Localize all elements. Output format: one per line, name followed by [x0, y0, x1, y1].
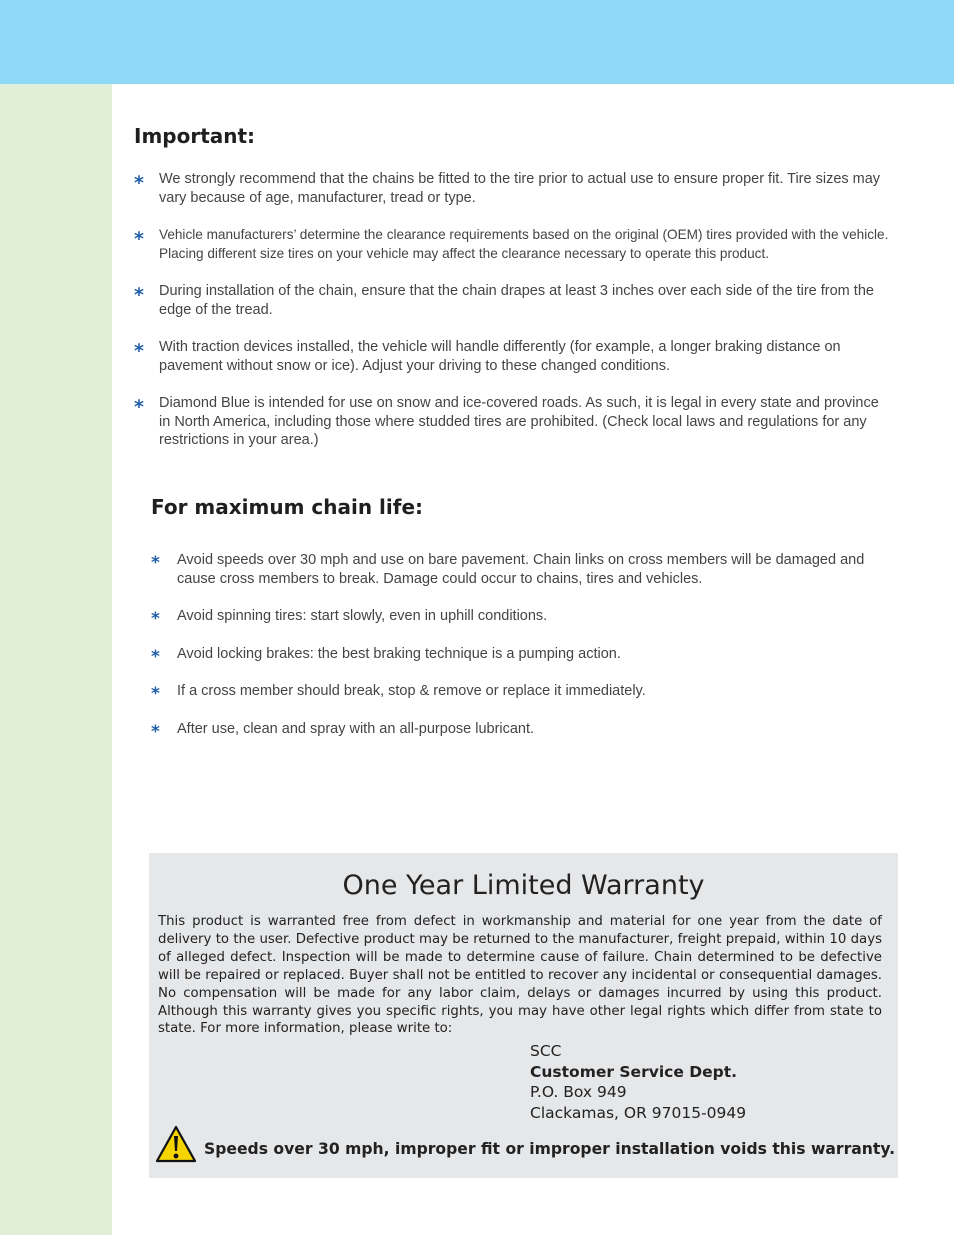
list-item — [151, 720, 891, 742]
bullet-asterisk-icon: * — [151, 553, 160, 573]
list-item — [134, 338, 894, 375]
list-item — [151, 645, 891, 667]
warranty-title: One Year Limited Warranty — [342, 870, 705, 901]
list-item — [134, 226, 894, 263]
bullet-asterisk-icon: * — [134, 340, 144, 362]
warranty-panel — [149, 853, 898, 1178]
address-company: SCC — [530, 1042, 562, 1060]
chain-life-heading: For maximum chain life: — [151, 495, 424, 519]
address-department: Customer Service Dept. — [530, 1062, 738, 1081]
warranty-warning: Speeds over 30 mph, improper fit or improper installation voids this warranty. — [204, 1140, 896, 1158]
bullet-asterisk-icon: * — [151, 684, 160, 704]
chain-life-list — [151, 551, 891, 742]
list-item — [134, 170, 894, 207]
list-item-text: During installation of the chain, ensure that the chain drapes at least 3 inches over each side of the tire from the edge of the tread. — [159, 283, 874, 318]
list-item — [151, 682, 891, 704]
bullet-asterisk-icon: * — [134, 396, 144, 418]
warning-triangle-icon — [155, 1125, 197, 1163]
bullet-asterisk-icon: * — [134, 172, 144, 194]
list-item — [151, 551, 891, 588]
bullet-asterisk-icon: * — [151, 646, 160, 667]
list-item-text: With traction devices installed, the vehicle will handle differently (for example, a longer braking distance on pavement without snow or ice). Adjust your driving to these changed conditions. — [159, 339, 841, 374]
list-item-text: If a cross member should break, stop & remove or replace it immediately. — [177, 683, 646, 699]
address-city: Clackamas, OR 97015-0949 — [530, 1104, 747, 1123]
list-item-text: Vehicle manufacturers’ determine the clearance requirements based on the original (OEM) tires provided with the vehicle. Placing different size tires on your vehicle may affect the clearance necessary to operate this product. — [159, 227, 889, 261]
list-item-text: After use, clean and spray with an all-purpose lubricant. — [177, 720, 535, 737]
list-item-text: Avoid speeds over 30 mph and use on bare pavement. Chain links on cross members will be damaged and cause cross members to break. Damage could occur to chains, tires and vehicles. — [177, 552, 865, 587]
top-color-band — [0, 0, 954, 84]
list-item-text: Diamond Blue is intended for use on snow and ice-covered roads. As such, it is legal in every state and province in North America, including those where studded tires are prohibited. (Check local laws and regulations for any restrictions in your area.) — [159, 395, 879, 448]
warranty-body: This product is warranted free from defect in workmanship and material for one year from the date of delivery to the user. Defective product may be returned to the manufacturer, freight prepaid, within 10 days of alleged defect. Inspection will be made to determine cause of failure. Chain determined to be defective will be repaired or replaced. Buyer shall not be entitled to recover any incidental or consequential damages. No compensation will be made for any labor claim, delays or damages incurred by using this product. Although this warranty gives you specific rights, you may have other legal rights which differ from state to state. For more information, please write to: — [158, 914, 882, 1037]
mailing-address — [530, 1041, 746, 1124]
bullet-asterisk-icon: * — [151, 609, 160, 629]
bullet-asterisk-icon: * — [134, 284, 144, 306]
list-item — [134, 282, 894, 319]
address-po-box: P.O. Box 949 — [530, 1083, 627, 1102]
side-color-band — [0, 84, 112, 1235]
list-item-text: Avoid spinning tires: start slowly, even in uphill conditions. — [177, 608, 548, 624]
list-item — [151, 607, 891, 629]
bullet-asterisk-icon: * — [151, 721, 160, 742]
list-item-text: We strongly recommend that the chains be fitted to the tire prior to actual use to ensure proper fit. Tire sizes may vary because of age, manufacturer, tread or type. — [159, 171, 881, 206]
bullet-asterisk-icon: * — [134, 228, 144, 250]
important-list — [134, 170, 894, 450]
list-item-text: Avoid locking brakes: the best braking technique is a pumping action. — [177, 645, 621, 662]
list-item — [134, 394, 894, 450]
important-heading: Important: — [134, 124, 256, 148]
